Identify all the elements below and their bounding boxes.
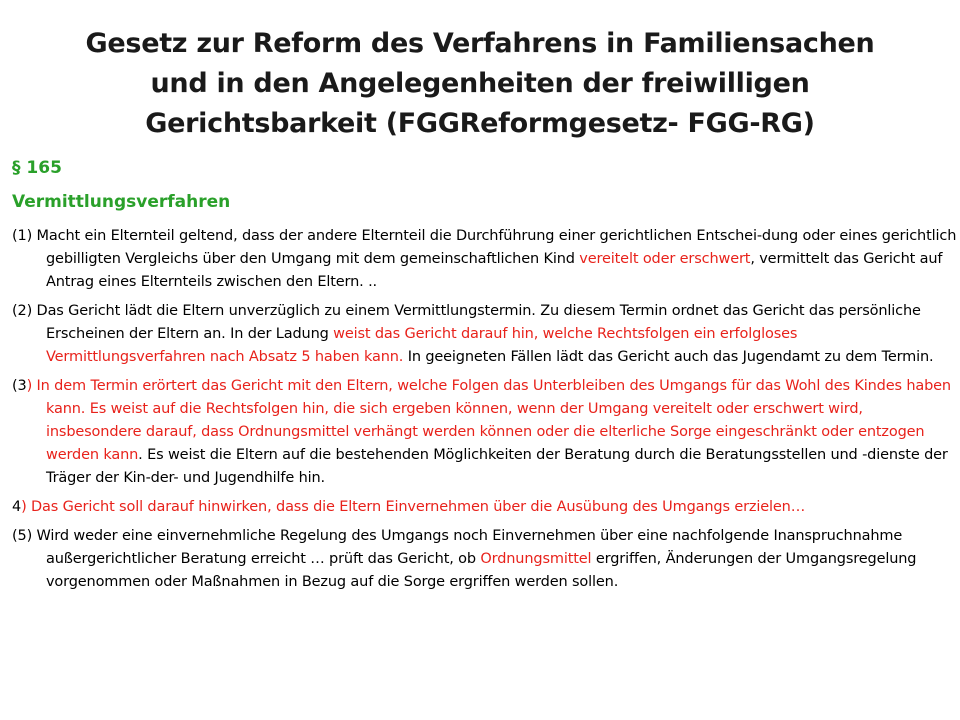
section-heading: Vermittlungsverfahren [12, 192, 231, 212]
paragraph-segment: , vermittelt das Gericht auf Antrag eines Elternteils zwischen den Eltern. .. [46, 251, 943, 290]
paragraph-segment-highlight: Ordnungsmittel [480, 551, 592, 567]
paragraph-segment-highlight: vereitelt oder erschwert [579, 251, 751, 267]
paragraph-1 [12, 225, 957, 294]
paragraph-segment-highlight: ) In dem Termin erörtert das Gericht mit den Eltern, welche Folgen das Unterbleiben des Umgangs für das Wohl des Kindes haben kann. Es weist auf die Rechtsfolgen hin, die sich ergeben können, wenn der Umgang vereitelt oder erschwert wird, insbesondere darauf, dass Ordnungsmittel verhängt werden können oder die elterliche Sorge eingeschränkt oder entzogen werden kann [26, 378, 951, 463]
section-number: § 165 [12, 158, 62, 178]
paragraph-segment: (5) Wird weder eine einvernehmliche Regelung des Umgangs noch Einvernehmen über eine nachfolgende Inanspruchnahme außergerichtlicher Beratung erreicht … prüft das Gericht, ob [12, 528, 903, 567]
paragraph-segment: (2) Das Gericht lädt die Eltern unverzüglich zu einem Vermittlungstermin. Zu diesem Termin ordnet das Gericht das persönliche Erscheinen der Eltern an. In der Ladung [12, 303, 921, 342]
title-line-2: und in den Angelegenheiten der freiwilligen [150, 68, 810, 99]
paragraph-segment: ergriffen, Änderungen der Umgangsregelung vorgenommen oder Maßnahmen in Bezug auf die Sorge ergriffen werden sollen. [46, 551, 917, 590]
title-line-3: Gerichtsbarkeit (FGGReformgesetz- FGG-RG) [145, 108, 815, 139]
paragraph-segment: . Es weist die Eltern auf die bestehenden Möglichkeiten der Beratung durch die Beratungsstellen und -dienste der Träger der Kin-der- und Jugendhilfe hin. [46, 447, 948, 486]
paragraph-segment: (3 [12, 378, 27, 394]
slide-title [40, 24, 920, 144]
paragraph-segment-highlight: weist das Gericht darauf hin, welche Rechtsfolgen ein erfolgloses Vermittlungsverfahren nach Absatz 5 haben kann. [46, 326, 798, 365]
paragraph-4 [12, 496, 957, 519]
paragraph-3 [12, 375, 957, 490]
paragraph-segment: In geeigneten Fällen lädt das Gericht auch das Jugendamt zu dem Termin. [403, 349, 934, 365]
paragraph-segment: 4 [12, 499, 22, 515]
title-line-1: Gesetz zur Reform des Verfahrens in Familiensachen [85, 28, 875, 59]
paragraph-2 [12, 300, 957, 369]
paragraph-segment: (1) Macht ein Elternteil geltend, dass der andere Elternteil die Durchführung einer gerichtlichen Entschei-dung oder eines gerichtlich gebilligten Vergleichs über den Umgang mit dem gemeinschaftlichen Kind [12, 228, 957, 267]
paragraph-segment-highlight: ) Das Gericht soll darauf hinwirken, dass die Eltern Einvernehmen über die Ausübung des Umgangs erzielen… [21, 499, 806, 515]
paragraph-list [12, 225, 957, 600]
paragraph-5 [12, 525, 957, 594]
